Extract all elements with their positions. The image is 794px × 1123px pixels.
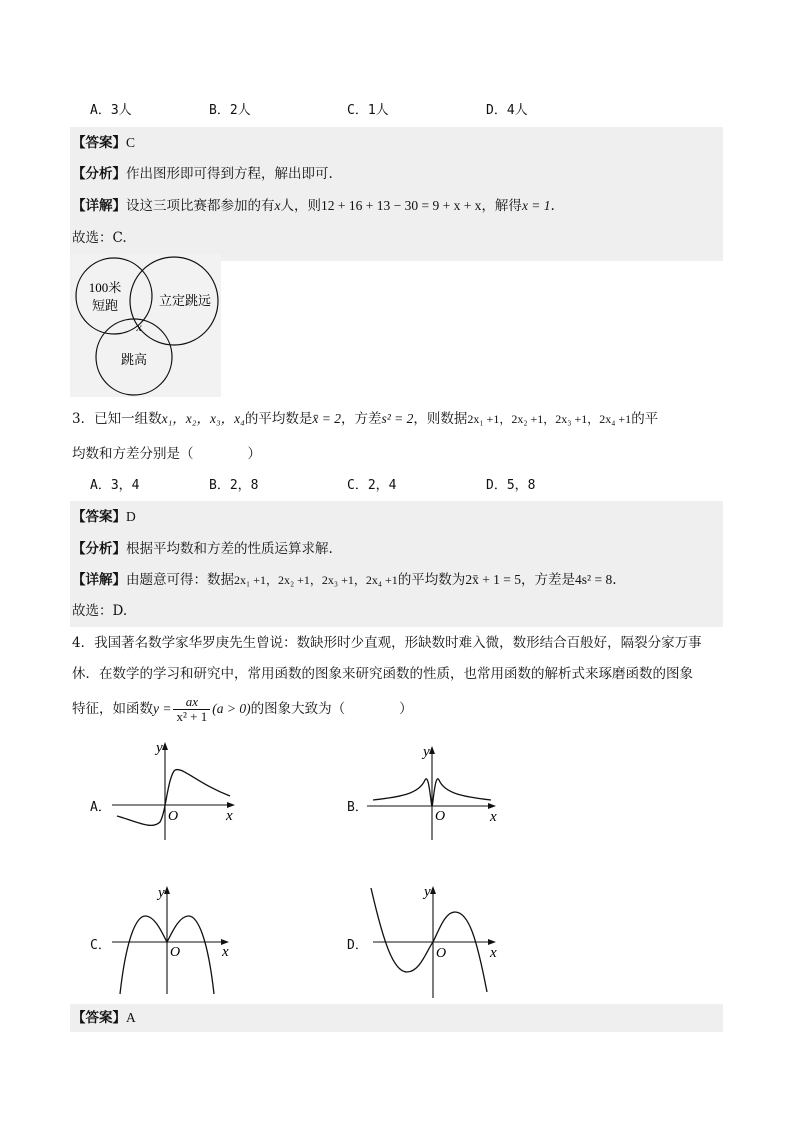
q2-analysis-line	[72, 163, 333, 185]
origin-label: O	[168, 809, 179, 824]
q4-graph-c	[108, 880, 243, 996]
venn-label-sprint-2: 短跑	[91, 298, 119, 313]
answer-value: A	[126, 1010, 136, 1025]
x-axis-label: x	[490, 809, 497, 825]
analysis-text: 作出图形即可得到方程，解出即可.	[126, 166, 333, 182]
x-axis-label: x	[490, 945, 497, 961]
detail-equation: 12 + 16 + 13 − 30 = 9 + x + x	[321, 198, 482, 213]
q2-option-d: D．4人	[486, 103, 528, 118]
q3-analysis-line	[72, 538, 333, 560]
answer-value: C	[126, 135, 136, 150]
q3-stem-variance: s² = 2	[381, 411, 414, 426]
detail-var: x	[274, 198, 281, 213]
detail-end: .	[550, 198, 555, 214]
q2-option-b: B．2人	[209, 103, 251, 118]
q2-option-c: C．1人	[347, 103, 389, 118]
q4-stem-line2: 休．在数学的学习和研究中，常用函数的图象来研究函数的性质，也常用函数的解析式来琢磨函数的图象	[72, 666, 693, 682]
detail-variance: 4s² = 8	[575, 572, 613, 587]
q4-func-lhs: y =	[153, 701, 172, 716]
curve	[371, 888, 487, 992]
q3-option-d: D．5，8	[486, 478, 536, 493]
detail-result: x = 1	[521, 198, 551, 213]
detail-tag: 【详解】	[72, 198, 126, 214]
q4-stem-line3	[72, 692, 413, 726]
origin-label: O	[170, 945, 181, 960]
q3-option-a: A．3，4	[90, 478, 140, 493]
q3-detail-line	[72, 569, 617, 591]
q4-func-denominator: x² + 1	[176, 709, 208, 724]
answer-tag: 【答案】	[72, 509, 126, 525]
q3-choose-line: 故选：D.	[72, 603, 128, 619]
q2-detail-line	[72, 195, 555, 217]
venn-label-long-jump: 立定跳远	[158, 293, 212, 308]
q2-solution-shade	[70, 127, 723, 261]
q4-stem-text-2: 的图象大致为（ ）	[250, 701, 413, 717]
q3-stem-text-5: 的平	[631, 411, 659, 427]
analysis-tag: 【分析】	[72, 166, 126, 182]
q3-option-c: C．2，4	[347, 478, 397, 493]
detail-text-1: 由题意可得：数据	[126, 572, 234, 588]
detail-mean: 2x̄ + 1 = 5	[465, 572, 522, 587]
origin-label: O	[436, 946, 447, 961]
q3-answer-line	[72, 506, 136, 528]
q3-stem-text-4: ，则数据	[413, 411, 468, 427]
q3-stem-line1	[72, 408, 658, 430]
q4-func-condition: (a > 0)	[212, 701, 251, 716]
x-axis-label: x	[226, 808, 233, 824]
analysis-tag: 【分析】	[72, 541, 126, 557]
q3-stem-data: 2x₁ +1，2x₂ +1，2x₃ +1，2x₄ +1	[467, 412, 632, 426]
q2-choose-line: 故选：C.	[72, 230, 127, 246]
detail-text-1: 设这三项比赛都参加的有	[126, 198, 275, 214]
analysis-text: 根据平均数和方差的性质运算求解.	[126, 541, 333, 557]
venn-label-center: x	[136, 320, 142, 334]
q3-stem-text-2: 的平均数是	[244, 411, 313, 427]
venn-label-sprint-1: 100米	[88, 280, 122, 295]
x-axis-label: x	[222, 944, 229, 960]
q3-stem-vars: x₁，x₂，x₃，x₄	[161, 411, 245, 426]
venn-label-high-jump: 跳高	[120, 352, 148, 367]
q3-option-b: B．2，8	[209, 478, 259, 493]
q2-option-a: A．3人	[90, 103, 132, 118]
q4-graph-d-label: D．	[347, 938, 368, 953]
q4-graph-a	[108, 738, 243, 842]
detail-text-2: 的平均数为	[397, 572, 466, 588]
origin-label: O	[435, 809, 446, 824]
q4-graph-b-label: B．	[347, 800, 368, 815]
detail-end: .	[612, 572, 617, 588]
answer-tag: 【答案】	[72, 135, 126, 151]
q4-stem-text-1: 特征，如函数	[72, 701, 153, 717]
y-axis-label: y	[156, 740, 163, 756]
q3-stem-line2: 均数和方差分别是（ ）	[72, 446, 261, 462]
venn-diagram	[70, 254, 221, 397]
y-axis-label: y	[424, 884, 431, 900]
answer-value: D	[126, 509, 136, 524]
answer-tag: 【答案】	[72, 1010, 126, 1026]
q3-stem-text-1: 3．已知一组数	[72, 411, 162, 427]
q3-stem-text-3: ，方差	[340, 411, 382, 427]
q4-graph-a-label: A．	[90, 800, 111, 815]
q4-graph-d	[365, 880, 505, 1000]
q3-stem-mean: x̄ = 2	[312, 411, 341, 426]
detail-tag: 【详解】	[72, 572, 126, 588]
y-axis-arrow	[430, 886, 436, 894]
venn-diagram-panel	[70, 254, 221, 397]
q4-stem-line1: 4．我国著名数学家华罗庚先生曾说：数缺形时少直观，形缺数时难入微，数形结合百般好，隔裂分家万事	[72, 635, 702, 651]
q4-answer-line	[72, 1007, 136, 1029]
q4-graph-c-label: C．	[90, 938, 111, 953]
y-axis-label: y	[158, 885, 165, 901]
detail-text-2: 人，则	[280, 198, 321, 214]
q4-func-fraction	[173, 695, 210, 724]
detail-data: 2x₁ +1，2x₂ +1，2x₃ +1，2x₄ +1	[234, 573, 398, 587]
y-axis-arrow	[429, 746, 435, 754]
y-axis-arrow	[164, 886, 170, 894]
q4-solution-shade	[70, 1004, 723, 1032]
detail-text-3: ，解得	[481, 198, 522, 214]
detail-text-3: ，方差是	[521, 572, 576, 588]
q4-graph-b	[365, 742, 505, 842]
q3-solution-shade	[70, 501, 723, 627]
q2-answer-line	[72, 132, 135, 154]
y-axis-label: y	[423, 744, 430, 760]
y-axis-arrow	[162, 742, 168, 750]
q4-func-numerator: ax	[173, 695, 210, 710]
